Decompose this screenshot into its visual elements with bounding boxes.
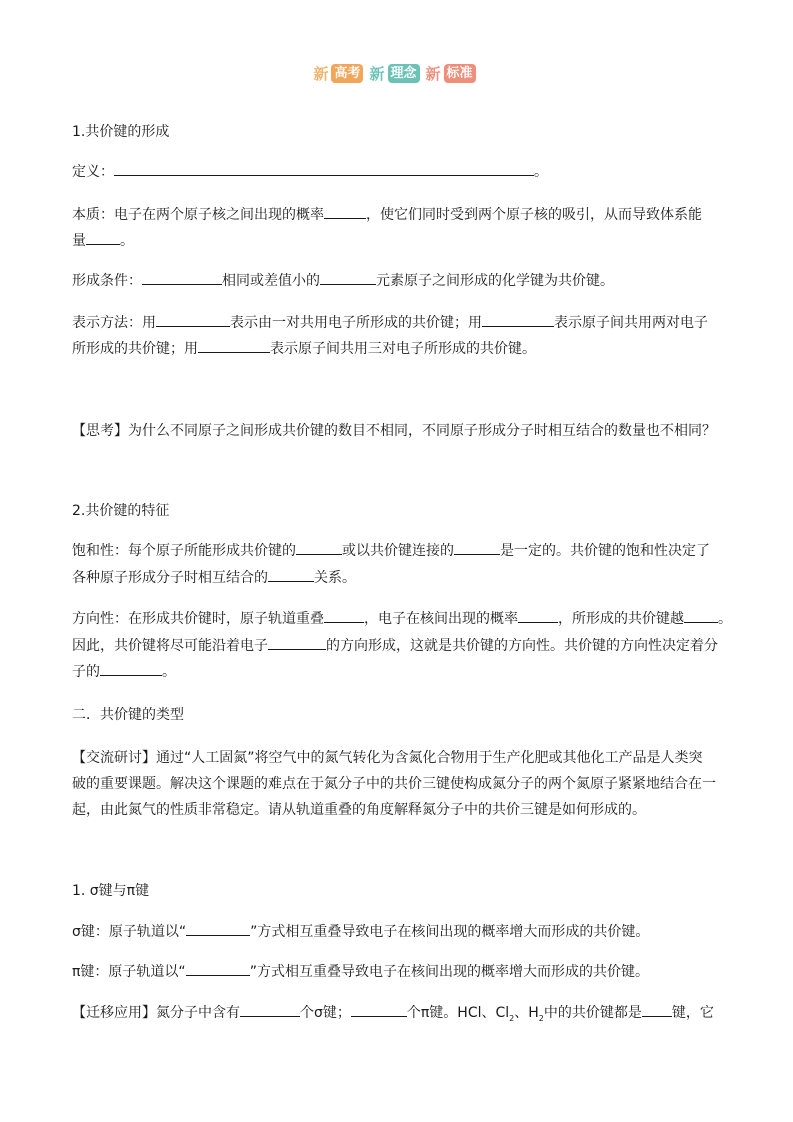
pi-bond-line [72, 960, 722, 984]
dir-text-d: 。 [718, 611, 732, 627]
blank-dir-4 [268, 635, 326, 650]
rep-text-d: 所形成的共价键；用 [72, 341, 198, 357]
blank-definition [114, 161, 534, 176]
blank-dir-2 [518, 608, 558, 623]
sigma-bond-line [72, 920, 722, 944]
sat-text-c: 是一定的。共价键的饱和性决定了 [500, 543, 710, 559]
essence-text-d: 。 [120, 233, 134, 249]
condition-text-b: 相同或差值小的 [222, 273, 320, 289]
condition-text-c: 元素原子之间形成的化学键为共价键。 [376, 273, 614, 289]
rep-text-a: 表示方法：用 [72, 315, 156, 331]
essence-text-c: 量 [72, 233, 86, 249]
direction-line-1 [72, 607, 732, 631]
section-2-title: 2.共价键的特征 [72, 503, 170, 519]
saturation-line-2 [72, 566, 722, 590]
app-text-f: 键，它 [671, 1005, 714, 1021]
blank-dir-1 [324, 608, 364, 623]
dir-text-a: 方向性：在形成共价键时，原子轨道重叠 [72, 611, 324, 627]
header-badge-gaokao: 高考 [331, 64, 363, 83]
blank-essence-1 [324, 204, 366, 219]
sigma-pi-title: 1. σ键与π键 [72, 883, 150, 899]
header-badge-biaozhun: 标准 [444, 64, 476, 83]
sat-text-b: 或以共价键连接的 [342, 543, 454, 559]
definition-end: 。 [534, 164, 548, 180]
essence-line-1 [72, 203, 722, 227]
blank-pi [186, 961, 250, 976]
rep-text-e: 表示原子间共用三对电子所形成的共价键。 [270, 341, 536, 357]
exchange-line-1: 【交流研讨】通过“人工固氮”将空气中的氮气转化为含氮化合物用于生产化肥或其他化工产品是人类突 [72, 750, 703, 766]
sigma-text-a: σ键：原子轨道以“ [72, 924, 187, 940]
definition-label: 定义： [72, 164, 114, 180]
app-subscript-1: 2 [509, 1013, 515, 1023]
dir-text-g: 子的 [72, 664, 100, 680]
representation-line-1 [72, 311, 722, 335]
blank-sat-3 [268, 567, 314, 582]
blank-rep-2 [482, 312, 554, 327]
app-subscript-2: 2 [538, 1013, 544, 1023]
exchange-line-2: 破的重要课题。解决这个课题的难点在于氮分子中的共价三键使构成氮分子的两个氮原子紧紧地结合在一 [72, 776, 716, 792]
header-banner [0, 62, 793, 84]
exchange-line-3: 起，由此氮气的性质非常稳定。请从轨道重叠的角度解释氮分子中的共价三键是如何形成的。 [72, 802, 646, 818]
app-text-c: 个π键。HCl、Cl [406, 1005, 510, 1021]
representation-line-2 [72, 337, 722, 361]
blank-condition-1 [142, 270, 222, 285]
think-question: 【思考】为什么不同原子之间形成共价键的数目不相同，不同原子形成分子时相互结合的数量也不相同？ [72, 423, 716, 439]
rep-text-c: 表示原子间共用两对电子 [554, 315, 708, 331]
dir-text-b: ，电子在核间出现的概率 [364, 611, 518, 627]
pi-text-b: ”方式相互重叠导致电子在核间出现的概率增大而形成的共价键。 [249, 964, 649, 980]
essence-text-a: 本质：电子在两个原子核之间出现的概率 [72, 207, 324, 223]
section-3-title: 二．共价键的类型 [72, 707, 184, 723]
blank-app-2 [351, 1002, 407, 1017]
transfer-application-line [72, 1001, 722, 1031]
blank-condition-2 [320, 270, 376, 285]
blank-dir-5 [100, 661, 162, 676]
header-new-1: 新 [313, 64, 329, 83]
blank-essence-2 [86, 230, 120, 245]
condition-label: 形成条件： [72, 273, 142, 289]
dir-text-e: 因此，共价键将尽可能沿着电子 [72, 638, 268, 654]
essence-text-b: ，使它们同时受到两个原子核的吸引，从而导致体系能 [366, 207, 702, 223]
essence-line-2 [72, 229, 722, 253]
blank-sat-1 [296, 540, 342, 555]
rep-text-b: 表示由一对共用电子所形成的共价键；用 [230, 315, 482, 331]
app-text-a: 【迁移应用】氮分子中含有 [72, 1005, 240, 1021]
sat-text-a: 饱和性：每个原子所能形成共价键的 [72, 543, 296, 559]
direction-line-3 [72, 660, 722, 684]
dir-text-h: 。 [162, 664, 176, 680]
definition-line [72, 160, 722, 184]
header-new-3: 新 [425, 64, 441, 83]
header-new-2: 新 [369, 64, 385, 83]
direction-line-2 [72, 634, 722, 658]
blank-dir-3 [684, 608, 718, 623]
header-badge-linian: 理念 [388, 64, 420, 83]
dir-text-f: 的方向形成，这就是共价键的方向性。共价键的方向性决定着分 [326, 638, 718, 654]
app-text-e: 中的共价键都是 [543, 1005, 642, 1021]
blank-rep-1 [156, 312, 230, 327]
blank-app-1 [240, 1002, 300, 1017]
dir-text-c: ，所形成的共价键越 [558, 611, 684, 627]
saturation-line-1 [72, 539, 722, 563]
app-text-b: 个σ键； [300, 1005, 351, 1021]
blank-sat-2 [454, 540, 500, 555]
section-1-title: 1.共价键的形成 [72, 124, 170, 140]
blank-rep-3 [198, 338, 270, 353]
sat-text-d: 各种原子形成分子时相互结合的 [72, 570, 268, 586]
condition-line [72, 269, 722, 293]
app-text-d: 、H [514, 1005, 539, 1021]
sigma-text-b: ”方式相互重叠导致电子在核间出现的概率增大而形成的共价键。 [250, 924, 650, 940]
blank-app-3 [642, 1002, 672, 1017]
blank-sigma [186, 921, 250, 936]
sat-text-e: 关系。 [314, 570, 356, 586]
pi-text-a: π键：原子轨道以“ [72, 964, 186, 980]
